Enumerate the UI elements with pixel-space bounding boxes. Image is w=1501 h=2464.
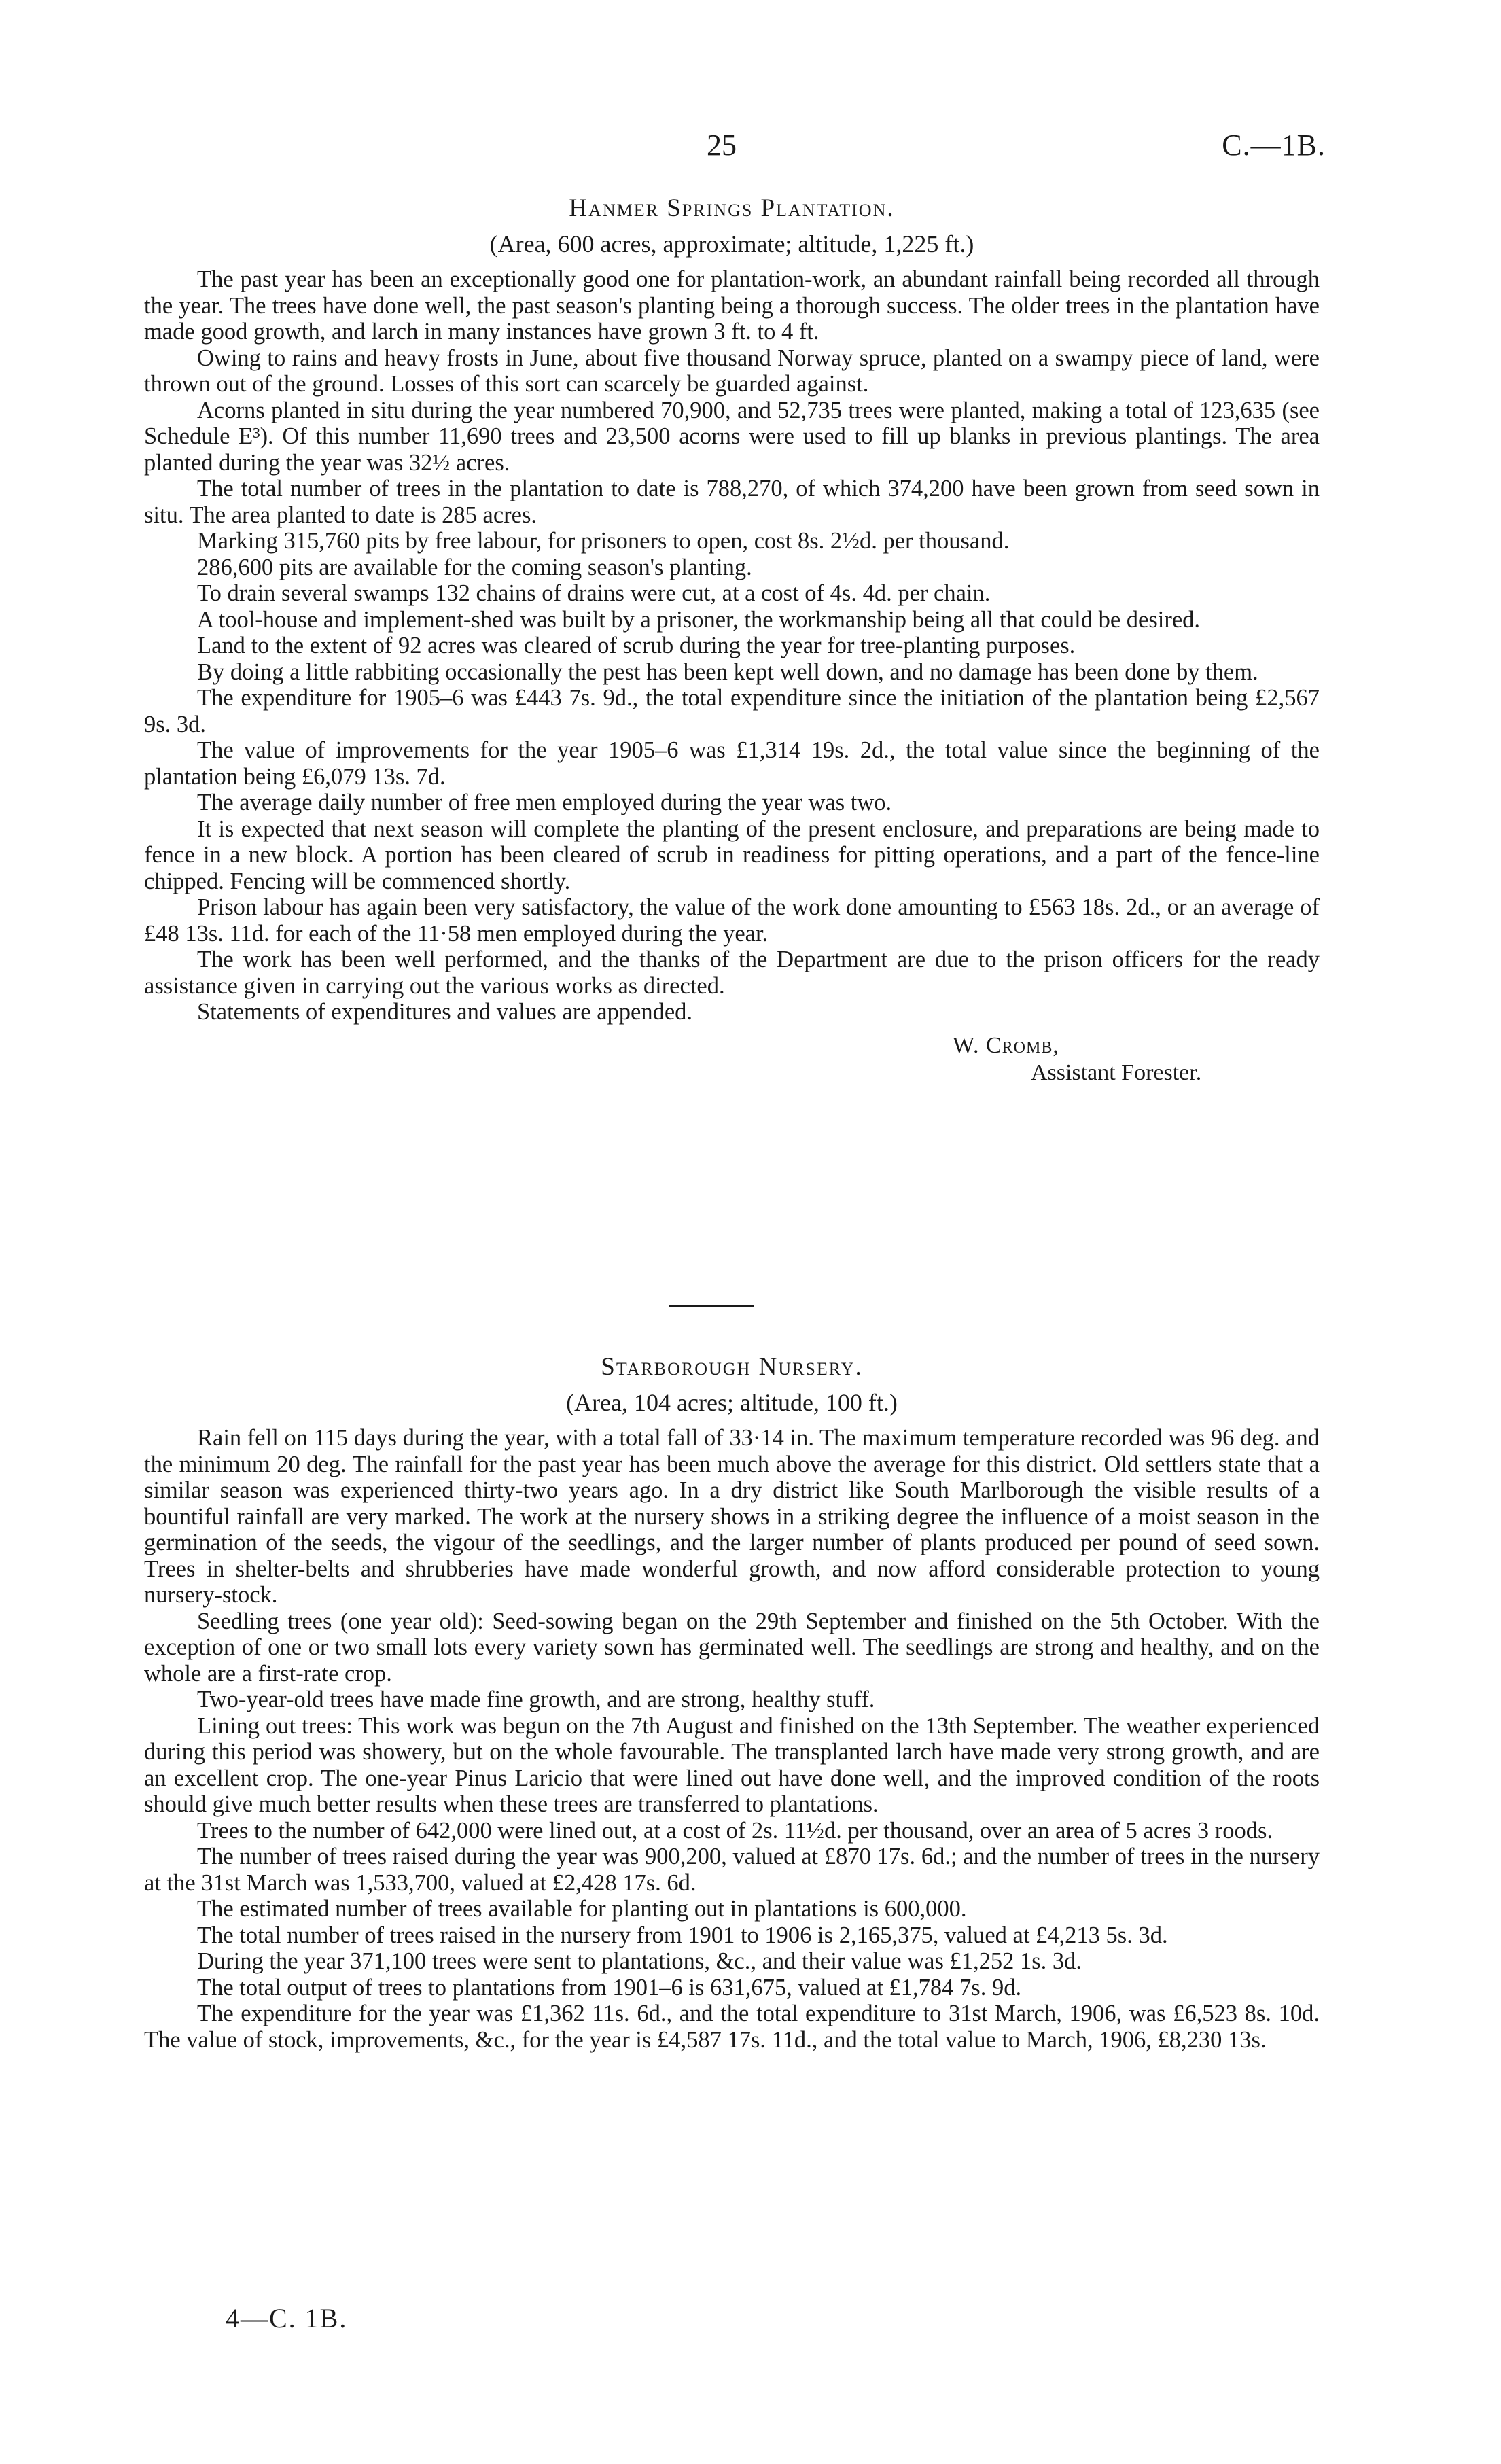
- paragraph: Owing to rains and heavy frosts in June, about five thousand Norway spruce, planted on a swampy piece of land, were thrown out of the ground. Losses of this sort can scarcely be guarded against.: [144, 345, 1320, 397]
- paragraph: Rain fell on 115 days during the year, with a total fall of 33·14 in. The maximum temperature recorded was 96 deg. and the minimum 20 deg. The rainfall for the past year has been much above the average for this district. Old settlers state that a similar season was experienced thirty-two years ago. In a dry district like South Marlborough the visible results of a bountiful rainfall are very marked. The work at the nursery shows in a striking degree the influence of a moist season in the germination of the seeds, the vigour of the seedlings, and the larger number of plants produced per pound of seed sown. Trees in shelter-belts and shrubberies have made wonderful growth, and now afford considerable protection to young nursery-stock.: [144, 1425, 1320, 1608]
- paragraph: Marking 315,760 pits by free labour, for prisoners to open, cost 8s. 2½d. per thousand.: [197, 528, 1010, 554]
- paragraph: It is expected that next season will complete the planting of the present enclosure, and preparations are being made to fence in a new block. A portion has been cleared of scrub in readiness for pitting operations, and a part of the fence-line chipped. Fencing will be commenced shortly.: [144, 815, 1320, 894]
- document-reference: C.—1B.: [1222, 128, 1326, 162]
- section-title: Hanmer Springs Plantation.: [569, 194, 895, 222]
- paragraph: The average daily number of free men employed during the year was two.: [197, 790, 892, 815]
- section-subtitle: (Area, 600 acres, approximate; altitude, 1,225 ft.): [489, 230, 974, 258]
- paragraph: The work has been well performed, and the thanks of the Department are due to the prison officers for the ready assistance given in carrying out the various works as directed.: [144, 947, 1320, 999]
- paragraph: The total number of trees raised in the nursery from 1901 to 1906 is 2,165,375, valued at £4,213 5s. 3d.: [197, 1922, 1168, 1948]
- signature-name: W. Cromb,: [953, 1032, 1059, 1058]
- page-number: 25: [707, 128, 737, 162]
- signature-title: Assistant Forester.: [1031, 1059, 1202, 1085]
- paragraph: The past year has been an exceptionally good one for plantation-work, an abundant rainfall being recorded all through the year. The trees have done well, the past season's planting being a thorough success. The older trees in the plantation have made good growth, and larch in many instances have grown 3 ft. to 4 ft.: [144, 266, 1320, 345]
- section-subtitle: (Area, 104 acres; altitude, 100 ft.): [566, 1389, 898, 1416]
- paragraph: The estimated number of trees available for planting out in plantations is 600,000.: [197, 1896, 967, 1922]
- paragraph: Two-year-old trees have made fine growth, and are strong, healthy stuff.: [197, 1687, 875, 1712]
- paragraph: The total output of trees to plantations from 1901–6 is 631,675, valued at £1,784 7s. 9d.: [197, 1974, 1022, 2001]
- paragraph: A tool-house and implement-shed was built by a prisoner, the workmanship being all that could be desired.: [197, 606, 1201, 633]
- section-starborough-nursery: [144, 1352, 1320, 2053]
- paragraph: Land to the extent of 92 acres was cleared of scrub during the year for tree-planting purposes.: [197, 633, 1076, 658]
- paragraph: 286,600 pits are available for the coming season's planting.: [197, 554, 752, 580]
- page-header: [0, 128, 1501, 169]
- section-divider: [669, 1305, 754, 1307]
- paragraph: Prison labour has again been very satisfactory, the value of the work done amounting to £563 18s. 2d., or an average of £48 13s. 11d. for each of the 11·58 men employed during the year.: [144, 894, 1320, 947]
- paragraph: Acorns planted in situ during the year numbered 70,900, and 52,735 trees were planted, making a total of 123,635 (see Schedule E³). Of this number 11,690 trees and 23,500 acorns were used to fill up blanks in previous plantings. The area planted during the year was 32½ acres.: [144, 397, 1320, 476]
- paragraph: The total number of trees in the plantation to date is 788,270, of which 374,200 have been grown from seed sown in situ. The area planted to date is 285 acres.: [144, 476, 1320, 528]
- paragraph: To drain several swamps 132 chains of drains were cut, at a cost of 4s. 4d. per chain.: [197, 580, 991, 606]
- printer-signature-mark: 4—C. 1B.: [226, 2303, 348, 2334]
- paragraph: The expenditure for the year was £1,362 11s. 6d., and the total expenditure to 31st March, 1906, was £6,523 8s. 10d. The value of stock, improvements, &c., for the year is £4,587 17s. 11d., and the total value to March, 1906, £8,230 13s.: [144, 2001, 1320, 2053]
- paragraph: Statements of expenditures and values are appended.: [197, 999, 693, 1025]
- paragraph: The number of trees raised during the year was 900,200, valued at £870 17s. 6d.; and the number of trees in the nursery at the 31st March was 1,533,700, valued at £2,428 17s. 6d.: [144, 1844, 1320, 1896]
- paragraph: The expenditure for 1905–6 was £443 7s. 9d., the total expenditure since the initiation of the plantation being £2,567 9s. 3d.: [144, 685, 1320, 737]
- paragraph: Trees to the number of 642,000 were lined out, at a cost of 2s. 11½d. per thousand, over an area of 5 acres 3 roods.: [197, 1817, 1273, 1844]
- section-title: Starborough Nursery.: [601, 1353, 863, 1381]
- paragraph: During the year 371,100 trees were sent to plantations, &c., and their value was £1,252 1s. 3d.: [197, 1948, 1082, 1974]
- paragraph: Seedling trees (one year old): Seed-sowing began on the 29th September and finished on the 5th October. With the exception of one or two small lots every variety sown has germinated well. The seedlings are strong and healthy, and on the whole are a first-rate crop.: [144, 1608, 1320, 1687]
- paragraph: Lining out trees: This work was begun on the 7th August and finished on the 13th September. The weather experienced during this period was showery, but on the whole favourable. The transplanted larch have made very strong growth, and are an excellent crop. The one-year Pinus Laricio that were lined out have done well, and the improved condition of the roots should give much better results when these trees are transferred to plantations.: [144, 1712, 1320, 1817]
- signature-block: [144, 1032, 1320, 1087]
- paragraph: By doing a little rabbiting occasionally the pest has been kept well down, and no damage has been done by them.: [197, 658, 1258, 685]
- paragraph: The value of improvements for the year 1905–6 was £1,314 19s. 2d., the total value since the beginning of the plantation being £6,079 13s. 7d.: [144, 737, 1320, 790]
- section-hanmer-springs: [144, 194, 1320, 1087]
